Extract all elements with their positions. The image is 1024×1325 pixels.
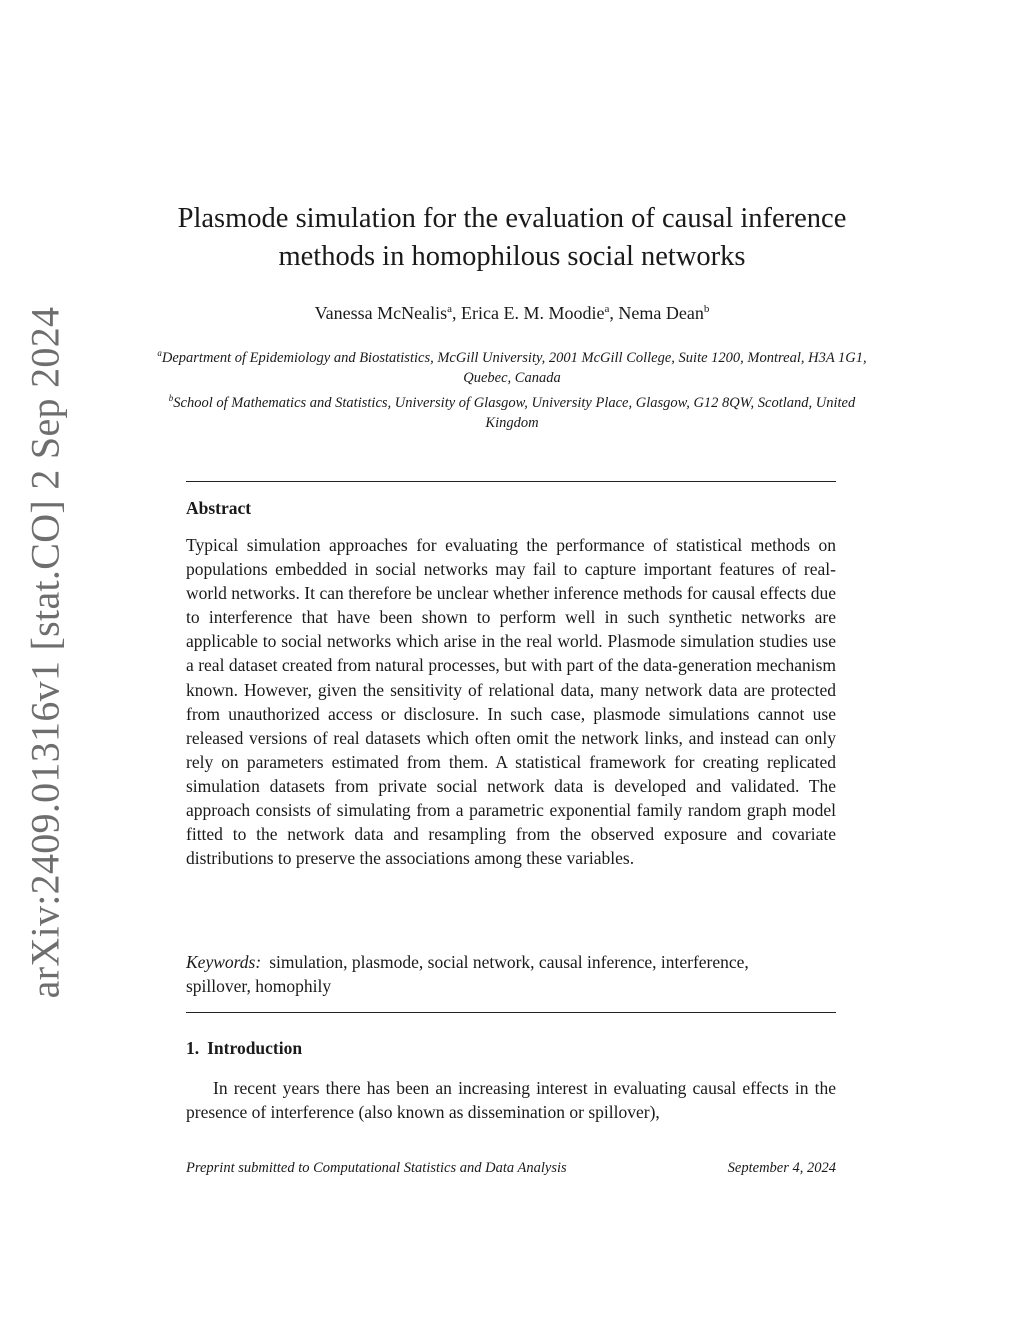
author-affiliation-mark: a [604,303,610,315]
author-separator: , [609,303,619,323]
arxiv-sidebar-stamp [10,306,80,999]
author-name: Nema Dean [618,303,704,323]
abstract-heading: Abstract [186,498,252,518]
section-heading-introduction [186,1038,302,1059]
affiliation [150,343,874,388]
arxiv-identifier: arXiv:2409.01316v1 [stat.CO] 2 Sep 2024 [22,306,68,999]
affiliation-mark: b [168,392,174,403]
author-affiliation-mark: a [447,303,453,315]
affiliation-mark: a [157,348,162,358]
keywords [186,950,806,998]
author-list [150,303,874,324]
section-number: 1. [186,1038,200,1058]
section-title: Introduction [207,1038,303,1058]
affiliation-text: School of Mathematics and Statistics, University of Glasgow, University Place, Glasgow, G12 8QW, Scotland, United Kingdom [173,394,856,431]
author-name: Erica E. M. Moodie [461,303,605,323]
page-footer [186,1160,836,1177]
footer-submission-note: Preprint submitted to Computational Statistics and Data Analysis [186,1160,567,1176]
footer-date: September 4, 2024 [727,1160,836,1176]
keywords-label: Keywords: [186,952,262,972]
introduction-paragraph: In recent years there has been an increasing interest in evaluating causal effects in the presence of interference (also known as dissemination or spillover), [186,1078,836,1123]
author-name: Vanessa McNealis [314,303,448,323]
keywords-text: simulation, plasmode, social network, causal inference, interference, spillover, homophily [186,952,749,996]
author-affiliation-mark: b [703,303,710,315]
paper-title: Plasmode simulation for the evaluation of causal inference methods in homophilous social networks [177,203,847,272]
author-separator: , [452,303,462,323]
abstract-text: Typical simulation approaches for evaluating the performance of statistical methods on populations embedded in social networks may fail to capture important features of real-world networks. It can therefore be unclear whether inference methods for causal effects due to interference that have been shown to perform well in such synthetic networks are applicable to social networks which arise in the real world. Plasmode simulation studies use a real dataset created from natural processes, but with part of the data-generation mechanism known. However, given the sensitivity of relational data, many network data are protected from unauthorized access or disclosure. In such case, plasmode simulations cannot use released versions of real datasets which often omit the network links, and instead can only rely on parameters estimated from them. A statistical framework for creating replicated simulation datasets from private social network data is developed and validated. The approach consists of simulating from a parametric exponential family random graph model fitted to the network data and resampling from the observed exposure and covariate distributions to preserve the associations among these variables. [186,535,836,869]
abstract-top-rule [186,481,836,482]
abstract-bottom-rule [186,1012,836,1013]
affiliation-text: Department of Epidemiology and Biostatistics, McGill University, 2001 McGill College, Suite 1200, Montreal, H3A 1G1, Quebec, Canada [161,349,867,386]
affiliation [150,388,874,433]
affiliation-list [150,343,874,433]
